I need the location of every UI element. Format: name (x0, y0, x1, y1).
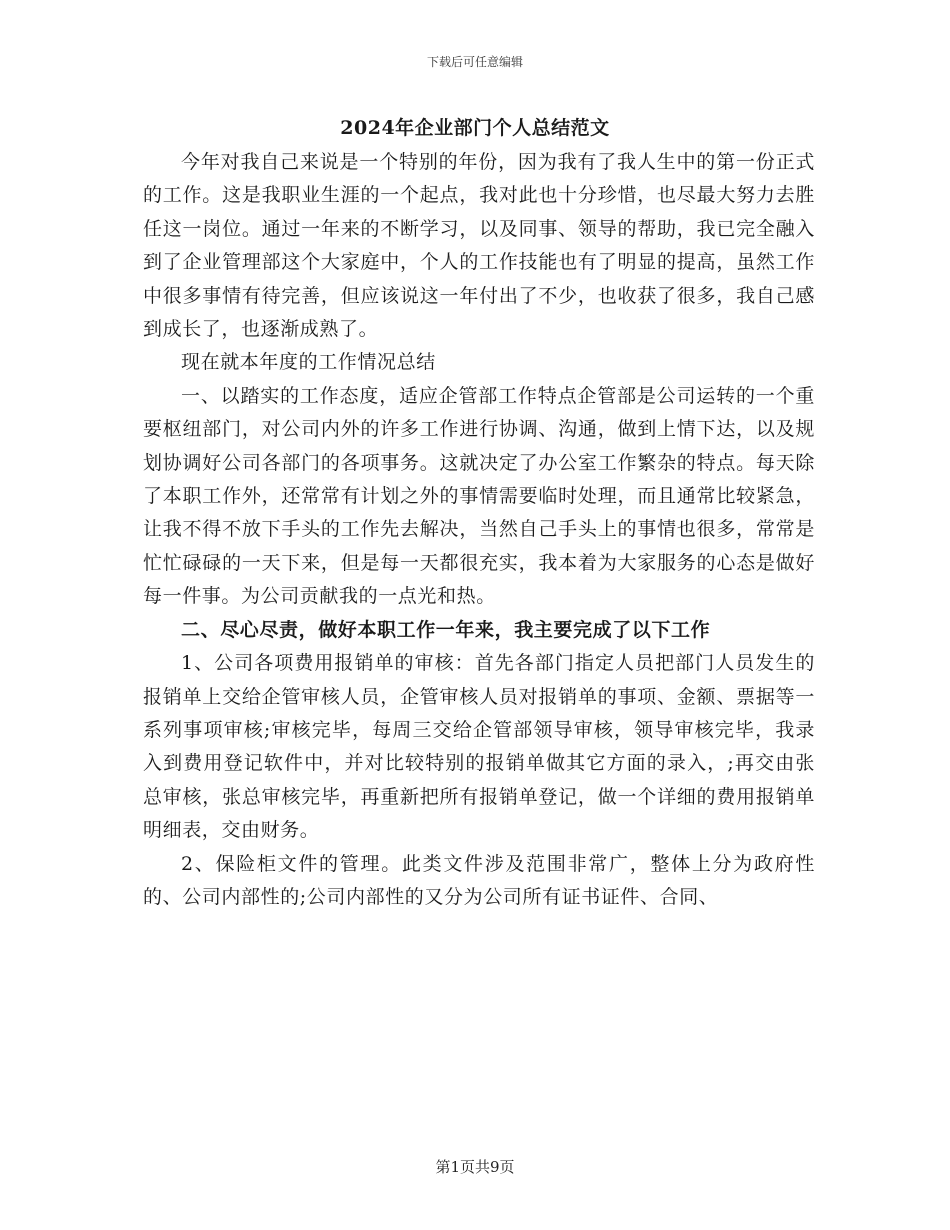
header-note: 下载后可任意编辑 (426, 55, 523, 69)
paragraph-item-2: 2、保险柜文件的管理。此类文件涉及范围非常广，整体上分为政府性的、公司内部性的;公司内部性的又分为公司所有证书证件、合同、 (143, 852, 815, 908)
paragraph-section-1: 一、以踏实的工作态度，适应企管部工作特点企管部是公司运转的一个重要枢纽部门，对公司内外的许多工作进行协调、沟通，做到上情下达，以及规划协调好公司各部门的各项事务。这就决定了办公室工作繁杂的特点。每天除了本职工作外，还常常有计划之外的事情需要临时处理，而且通常比较紧急，让我不得不放下手头的工作先去解决，当然自己手头上的事情也很多，常常是忙忙碌碌的一天下来，但是每一天都很充实，我本着为大家服务的心态是做好每一件事。为公司贡献我的一点光和热。 (143, 384, 815, 608)
paragraph-summary-lead: 现在就本年度的工作情况总结 (181, 351, 436, 374)
page-number: 第1页共9页 (435, 1158, 515, 1176)
section-heading-2: 二、尽心尽责，做好本职工作一年来，我主要完成了以下工作 (181, 618, 711, 641)
paragraph-intro: 今年对我自己来说是一个特别的年份，因为我有了我人生中的第一份正式的工作。这是我职业生涯的一个起点，我对此也十分珍惜，也尽最大努力去胜任这一岗位。通过一年来的不断学习，以及同事、领导的帮助，我已完全融入到了企业管理部这个大家庭中，个人的工作技能也有了明显的提高，虽然工作中很多事情有待完善，但应该说这一年付出了不少，也收获了很多，我自己感到成长了，也逐渐成熟了。 (143, 151, 815, 341)
paragraph-item-1: 1、公司各项费用报销单的审核：首先各部门指定人员把部门人员发生的报销单上交给企管审核人员，企管审核人员对报销单的事项、金额、票据等一系列事项审核;审核完毕，每周三交给企管部领导审核，领导审核完毕，我录入到费用登记软件中，并对比较特别的报销单做其它方面的录入，;再交由张总审核，张总审核完毕，再重新把所有报销单登记，做一个详细的费用报销单明细表，交由财务。 (143, 652, 815, 842)
document-body (143, 146, 815, 914)
document-title: 2024年企业部门个人总结范文 (340, 117, 610, 139)
